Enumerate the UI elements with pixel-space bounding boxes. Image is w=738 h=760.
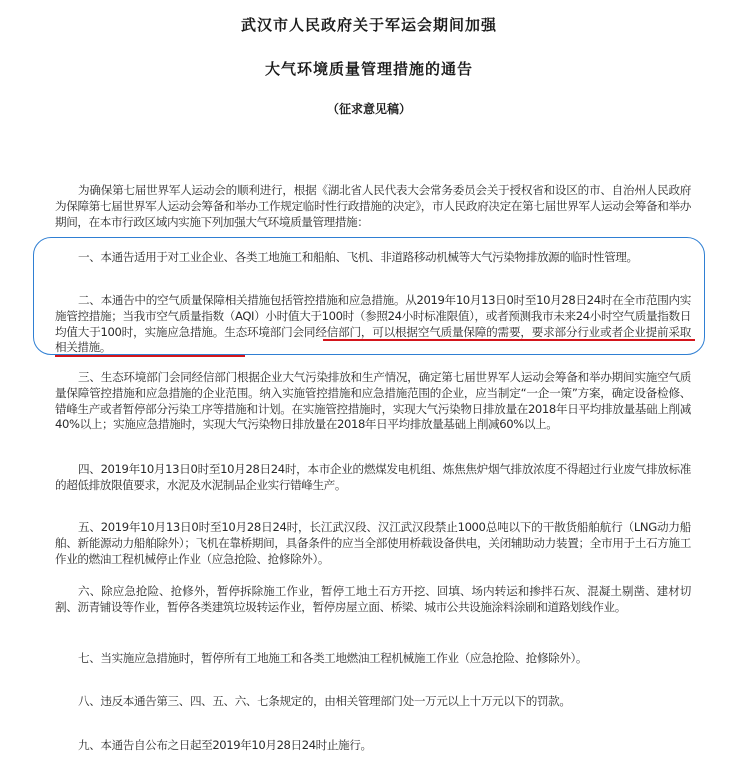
- article-1-paragraph: 一、本通告适用于对工业企业、各类工地施工和船舶、飞机、非道路移动机械等大气污染物排放源的临时性管理。: [78, 250, 638, 264]
- document-subtitle: （征求意见稿）: [326, 102, 411, 116]
- article-5-paragraph: 五、2019年10月13日0时至10月28日24时，长江武汉段、汉江武汉段禁止1000总吨以下的干散货船舶航行（LNG动力船舶、新能源动力船舶除外）；飞机在靠桥期间，具备条件的应当全部使用桥载设备供电，关闭辅助动力装置；全市用于土石方施工作业的燃油工程机械停止作业（应急抢险、抢修除外）。: [55, 520, 691, 566]
- article-4-paragraph: 四、2019年10月13日0时至10月28日24时，本市企业的燃煤发电机组、炼焦焦炉烟气排放浓度不得超过行业废气排放标准的超低排放限值要求，水泥及水泥制品企业实行错峰生产。: [55, 462, 691, 492]
- article-2-paragraph: 二、本通告中的空气质量保障相关措施包括管控措施和应急措施。从2019年10月13日0时至10月28日24时在全市范围内实施管控措施；当我市空气质量指数（AQI）小时值大于100时（参照24小时标准限值），或者预测我市未来24小时空气质量指数日均值大于100时，实施应急措施。生态环境部门会同经信部门，可以根据空气质量保障的需要，要求部分行业或者企业提前采取相关措施。: [55, 293, 691, 355]
- highlight-circle-annotation: [33, 237, 705, 355]
- article-7-paragraph: 七、当实施应急措施时，暂停所有工地施工和各类工地燃油工程机械施工作业（应急抢险、抢修除外）。: [78, 651, 588, 665]
- red-underline-annotation-continued: [55, 355, 245, 357]
- article-3-paragraph: 三、生态环境部门会同经信部门根据企业大气污染排放和生产情况，确定第七届世界军人运动会筹备和举办期间实施空气质量保障管控措施和应急措施的企业范围。纳入实施管控措施和应急措施范围的企业，应当制定“一企一策”方案，确定设备检修、错峰生产或者暂停部分污染工序等措施和计划。在实施管控措施时，实现大气污染物日排放量在2018年日平均排放量基础上削减40%以上；实施应急措施时，实现大气污染物日排放量在2018年日平均排放量基础上削减60%以上。: [55, 370, 691, 432]
- article-8-paragraph: 八、违反本通告第三、四、五、六、七条规定的，由相关管理部门处一万元以上十万元以下的罚款。: [78, 694, 571, 708]
- preamble-paragraph: 为确保第七届世界军人运动会的顺利进行，根据《湖北省人民代表大会常务委员会关于授权省和设区的市、自治州人民政府为保障第七届世界军人运动会筹备和举办工作规定临时性行政措施的决定》，市人民政府决定在第七届世界军人运动会筹备和举办期间，在本市行政区域内实施下列加强大气环境质量管理措施：: [55, 183, 691, 229]
- document-title-line-1: 武汉市人民政府关于军运会期间加强: [240, 16, 497, 34]
- article-6-paragraph: 六、除应急抢险、抢修外，暂停拆除施工作业，暂停工地土石方开挖、回填、场内转运和掺拌石灰、混凝土剔凿、建材切割、沥青铺设等作业，暂停各类建筑垃圾转运作业，暂停房屋立面、桥梁、城市公共设施涂料涂刷和道路划线作业。: [55, 584, 691, 614]
- article-9-paragraph: 九、本通告自公布之日起至2019年10月28日24时止施行。: [78, 738, 372, 752]
- document-title-line-2: 大气环境质量管理措施的通告: [264, 60, 473, 78]
- red-underline-annotation: [323, 339, 695, 341]
